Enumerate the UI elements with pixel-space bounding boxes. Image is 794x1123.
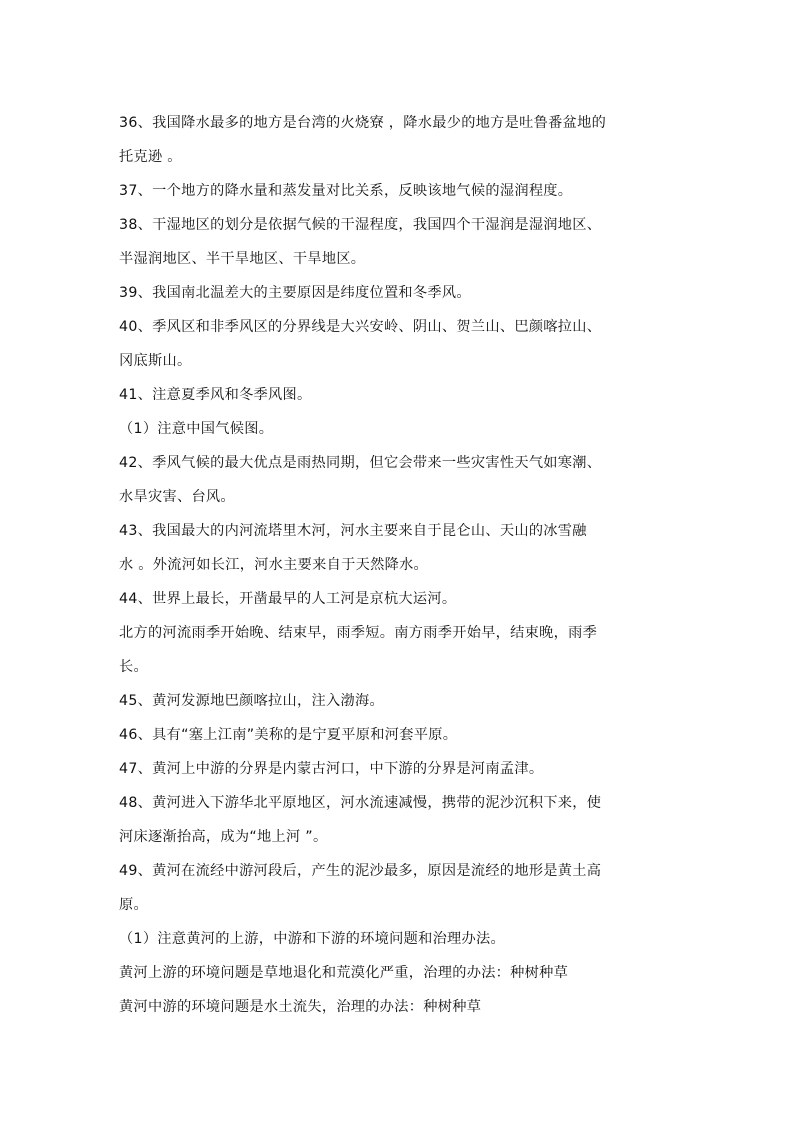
text-line: 水旱灾害、台风。	[119, 489, 235, 505]
text-line: 黄河中游的环境问题是水土流失，治理的办法：种树种草	[119, 999, 482, 1015]
text-line: 39、我国南北温差大的主要原因是纬度位置和冬季风。	[119, 285, 471, 301]
text-line: 41、注意夏季风和冬季风图。	[119, 387, 312, 403]
text-line: 40、季风区和非季风区的分界线是大兴安岭、阴山、贺兰山、巴颜喀拉山、	[119, 319, 602, 335]
text-line: 黄河上游的环境问题是草地退化和荒漠化严重，治理的办法：种树种草	[119, 965, 569, 981]
document-body	[119, 106, 719, 1024]
text-line: 49、黄河在流经中游河段后，产生的泥沙最多，原因是流经的地形是黄土高	[119, 863, 602, 879]
text-line: （1）注意黄河的上游，中游和下游的环境问题和治理办法。	[119, 931, 506, 947]
text-line: 37、一个地方的降水量和蒸发量对比关系，反映该地气候的湿润程度。	[119, 183, 573, 199]
text-line: 长。	[119, 659, 148, 675]
text-line: 42、季风气候的最大优点是雨热同期，但它会带来一些灾害性天气如寒潮、	[119, 455, 602, 471]
text-line: 河床逐渐抬高，成为“地上河 ”。	[119, 829, 328, 845]
text-line: 46、具有“塞上江南”美称的是宁夏平原和河套平原。	[119, 727, 458, 743]
text-line: 43、我国最大的内河流塔里木河，河水主要来自于昆仑山、天山的冰雪融	[119, 523, 587, 539]
text-line: 半湿润地区、半干旱地区、干旱地区。	[119, 251, 366, 267]
text-line: 冈底斯山。	[119, 353, 192, 369]
text-line: 47、黄河上中游的分界是内蒙古河口，中下游的分界是河南孟津。	[119, 761, 544, 777]
text-line: 原。	[119, 897, 148, 913]
text-line: （1）注意中国气候图。	[119, 421, 274, 437]
text-line: 北方的河流雨季开始晚、结束早，雨季短。南方雨季开始早，结束晚，雨季	[119, 625, 598, 641]
text-line: 48、黄河进入下游华北平原地区，河水流速减慢，携带的泥沙沉积下来，使	[119, 795, 602, 811]
text-line: 36、我国降水最多的地方是台湾的火烧寮 ，降水最少的地方是吐鲁番盆地的	[119, 115, 607, 131]
text-line: 45、黄河发源地巴颜喀拉山，注入渤海。	[119, 693, 384, 709]
text-line: 托克逊 。	[119, 149, 182, 165]
text-line: 44、世界上最长，开凿最早的人工河是京杭大运河。	[119, 591, 457, 607]
text-line: 水 。外流河如长江，河水主要来自于天然降水。	[119, 557, 429, 573]
text-line: 38、干湿地区的划分是依据气候的干湿程度，我国四个干湿润是湿润地区、	[119, 217, 602, 233]
